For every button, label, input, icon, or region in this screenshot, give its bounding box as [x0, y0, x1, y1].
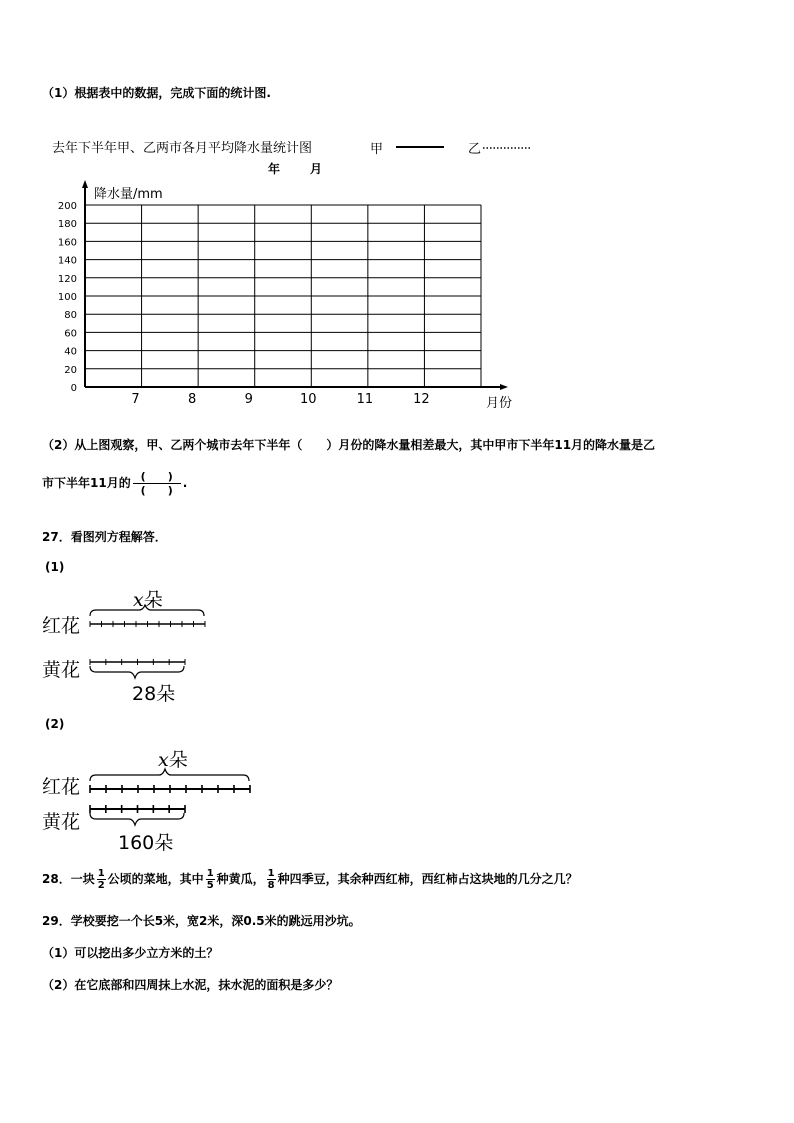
y-tick-label: 160 — [57, 237, 77, 249]
d1-red-brace — [90, 605, 204, 616]
y-tick-label: 20 — [64, 364, 77, 376]
x-tick-label: 9 — [244, 392, 253, 407]
d2-yellow-label: 黄花 — [42, 811, 81, 833]
part2-line2-text: 市下半年11月的 — [42, 476, 131, 490]
x-tick-label: 11 — [356, 392, 374, 407]
q28-f3-den: 8 — [267, 880, 275, 891]
q28-text — [42, 868, 578, 891]
d2-red-unit: 朵 — [168, 749, 188, 771]
blank-denominator: ( ) — [140, 484, 173, 497]
q27-sub1-label: (1) — [45, 560, 65, 574]
q28-prefix: 28．一块 — [42, 872, 95, 886]
x-tick-label: 7 — [131, 392, 140, 407]
x-tick-label: 10 — [300, 392, 317, 407]
q27-sub2-label: (2) — [45, 717, 65, 731]
y-tick-label: 140 — [57, 255, 77, 267]
d1-red-var: x — [133, 589, 144, 611]
q29-sub1: （1）可以挖出多少立方米的土？ — [42, 946, 219, 960]
y-tick-label: 80 — [64, 310, 77, 322]
chart-title: 去年下半年甲、乙两市各月平均降水量统计图 — [52, 141, 313, 156]
q29-sub2: （2）在它底部和四周抹上水泥，抹水泥的面积是多少？ — [42, 978, 339, 992]
x-tick-label: 12 — [413, 392, 430, 407]
d2-yellow-brace — [90, 813, 184, 825]
q29-title: 29．学校要挖一个长5米，宽2米，深0.5米的跳远用沙坑。 — [42, 914, 361, 928]
legend-lines — [390, 140, 535, 154]
q27-title: 27．看图列方程解答． — [42, 530, 167, 544]
d2-red-brace — [90, 769, 249, 781]
q28-f2-num: 1 — [206, 868, 214, 879]
q28-mid1: 公顷的菜地，其中 — [107, 872, 204, 886]
part2-period: . — [182, 476, 188, 490]
y-axis-label: 降水量/mm — [94, 187, 163, 202]
d1-red-unit: 朵 — [143, 589, 163, 611]
x-tick-label: 8 — [188, 392, 197, 407]
q28-f2-den: 5 — [206, 880, 214, 891]
q28-mid2: 种黄瓜， — [216, 872, 265, 886]
x-tick-labels — [131, 392, 429, 407]
chart-subtitle-year: 年 — [268, 162, 281, 176]
legend-jia-label: 甲 — [370, 142, 384, 157]
blank-numerator: ( ) — [133, 470, 181, 484]
d1-bars — [85, 604, 210, 684]
y-tick-labels — [58, 201, 77, 394]
chart-subtitle-month: 月 — [310, 162, 323, 176]
q28-fraction-3 — [267, 868, 276, 891]
d1-yellow-label: 黄花 — [42, 659, 81, 681]
q28-fraction-1 — [97, 868, 106, 891]
d2-yellow-amount: 160朵 — [118, 832, 174, 854]
legend-yi-label: 乙 — [468, 142, 482, 157]
y-tick-label: 40 — [64, 346, 77, 358]
q28-end: 种四季豆，其余种西红柿，西红柿占这块地的几分之几？ — [277, 872, 578, 886]
y-axis-arrow — [82, 180, 88, 188]
y-tick-label: 120 — [57, 273, 77, 285]
answer-blank-fraction[interactable] — [133, 470, 181, 497]
d2-red-label: 红花 — [42, 776, 81, 798]
x-axis-label: 月份 — [486, 396, 513, 411]
rainfall-chart — [40, 178, 540, 414]
d1-red-label: 红花 — [42, 615, 81, 637]
part1-instruction: （1）根据表中的数据，完成下面的统计图. — [42, 86, 271, 100]
y-tick-label: 180 — [57, 219, 77, 231]
d2-red-var: x — [158, 749, 169, 771]
x-axis-arrow — [500, 384, 508, 390]
q28-fraction-2 — [206, 868, 215, 891]
part2-line1: （2）从上图观察，甲、乙两个城市去年下半年（ ）月份的降水量相差最大，其中甲市下半年11月的降水量是乙 — [42, 438, 656, 452]
y-tick-label: 0 — [70, 383, 77, 394]
y-tick-label: 100 — [57, 292, 77, 303]
d1-yellow-brace — [90, 666, 184, 678]
chart-grid — [85, 205, 481, 387]
d1-yellow-amount: 28朵 — [132, 683, 176, 705]
y-tick-label: 60 — [64, 328, 77, 340]
q28-f3-num: 1 — [267, 868, 275, 879]
q28-f1-num: 1 — [97, 868, 105, 879]
part2-line2 — [42, 470, 187, 497]
y-tick-label: 200 — [57, 201, 77, 212]
q28-f1-den: 2 — [97, 880, 105, 891]
